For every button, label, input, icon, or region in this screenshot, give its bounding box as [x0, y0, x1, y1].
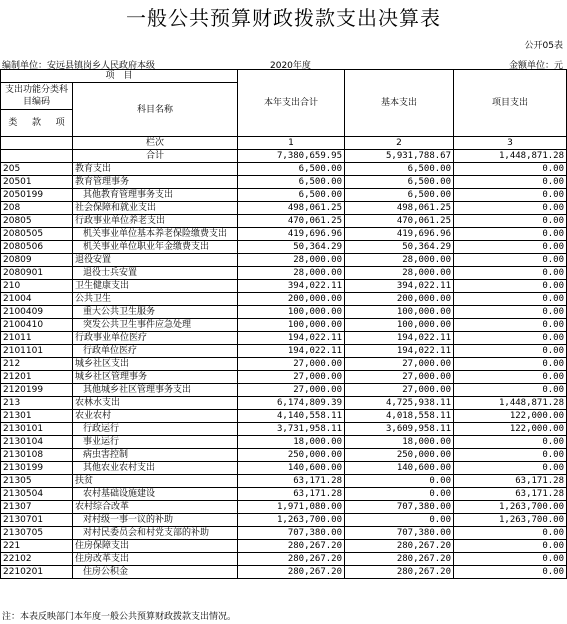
row-subject-name: 行政事业单位养老支出 [73, 215, 238, 228]
row-total: 250,000.00 [238, 449, 345, 462]
row-total: 498,061.25 [238, 202, 345, 215]
row-code: 22102 [1, 553, 73, 566]
row-project: 0.00 [454, 566, 567, 579]
row-basic: 707,380.00 [345, 527, 454, 540]
row-total: 6,500.00 [238, 176, 345, 189]
row-subject-name: 卫生健康支出 [73, 280, 238, 293]
row-project: 0.00 [454, 267, 567, 280]
table-row [1, 280, 567, 293]
row-total: 707,380.00 [238, 527, 345, 540]
table-row [1, 267, 567, 280]
row-subject-name: 农业农村 [73, 410, 238, 423]
row-code: 205 [1, 163, 73, 176]
total-row-project: 1,448,871.28 [454, 150, 567, 163]
row-basic: 280,267.20 [345, 540, 454, 553]
header-subject-name: 科目名称 [73, 83, 238, 137]
row-basic: 50,364.29 [345, 241, 454, 254]
row-code: 2050199 [1, 189, 73, 202]
row-subject-name: 突发公共卫生事件应急处理 [73, 319, 238, 332]
row-code: 21201 [1, 371, 73, 384]
header-item: 项 目 [1, 70, 238, 83]
row-basic: 18,000.00 [345, 436, 454, 449]
row-code: 2080506 [1, 241, 73, 254]
header-project: 项目支出 [454, 70, 567, 137]
row-basic: 194,022.11 [345, 345, 454, 358]
row-project: 122,000.00 [454, 410, 567, 423]
row-total: 280,267.20 [238, 553, 345, 566]
row-total: 194,022.11 [238, 345, 345, 358]
row-subject-name: 退役安置 [73, 254, 238, 267]
table-row [1, 254, 567, 267]
row-basic: 100,000.00 [345, 319, 454, 332]
row-code: 2130701 [1, 514, 73, 527]
row-code: 20805 [1, 215, 73, 228]
row-total: 1,263,700.00 [238, 514, 345, 527]
table-row [1, 163, 567, 176]
row-code: 2130199 [1, 462, 73, 475]
row-total: 6,174,809.39 [238, 397, 345, 410]
table-row [1, 527, 567, 540]
row-code: 21305 [1, 475, 73, 488]
table-row [1, 462, 567, 475]
row-basic: 140,600.00 [345, 462, 454, 475]
row-project: 0.00 [454, 163, 567, 176]
row-subject-name: 其他农业农村支出 [73, 462, 238, 475]
row-code: 2101101 [1, 345, 73, 358]
row-project: 0.00 [454, 280, 567, 293]
row-total: 394,022.11 [238, 280, 345, 293]
row-project: 0.00 [454, 254, 567, 267]
row-project: 1,263,700.00 [454, 514, 567, 527]
row-total: 28,000.00 [238, 254, 345, 267]
row-subject-name: 机关事业单位职业年金缴费支出 [73, 241, 238, 254]
row-code: 212 [1, 358, 73, 371]
row-subject-name: 其他教育管理事务支出 [73, 189, 238, 202]
table-row [1, 293, 567, 306]
row-subject-name: 行政事业单位医疗 [73, 332, 238, 345]
row-basic: 3,609,958.11 [345, 423, 454, 436]
table-row [1, 306, 567, 319]
row-code: 21301 [1, 410, 73, 423]
row-subject-name: 机关事业单位基本养老保险缴费支出 [73, 228, 238, 241]
row-project: 0.00 [454, 527, 567, 540]
row-code: 21011 [1, 332, 73, 345]
row-project: 63,171.28 [454, 475, 567, 488]
table-row [1, 384, 567, 397]
row-total: 18,000.00 [238, 436, 345, 449]
report-title: 一般公共预算财政拨款支出决算表 [126, 6, 441, 30]
form-code: 公开05表 [524, 41, 563, 51]
row-project: 0.00 [454, 202, 567, 215]
row-code: 2100409 [1, 306, 73, 319]
row-subject-name: 事业运行 [73, 436, 238, 449]
row-basic: 100,000.00 [345, 306, 454, 319]
row-subject-name: 公共卫生 [73, 293, 238, 306]
header-func-code: 支出功能分类科目编码 [1, 83, 73, 110]
row-basic: 0.00 [345, 488, 454, 501]
row-total: 1,971,080.00 [238, 501, 345, 514]
row-total: 280,267.20 [238, 566, 345, 579]
row-total: 200,000.00 [238, 293, 345, 306]
row-code: 208 [1, 202, 73, 215]
row-basic: 27,000.00 [345, 384, 454, 397]
table-row [1, 371, 567, 384]
header-lei-kuan-xiang [1, 110, 73, 137]
table-row [1, 202, 567, 215]
row-subject-name: 城乡社区管理事务 [73, 371, 238, 384]
row-subject-name: 退役士兵安置 [73, 267, 238, 280]
row-basic: 250,000.00 [345, 449, 454, 462]
row-subject-name: 重大公共卫生服务 [73, 306, 238, 319]
row-basic: 6,500.00 [345, 176, 454, 189]
row-subject-name: 其他城乡社区管理事务支出 [73, 384, 238, 397]
table-row [1, 501, 567, 514]
table-row [1, 475, 567, 488]
row-subject-name: 扶贫 [73, 475, 238, 488]
row-project: 63,171.28 [454, 488, 567, 501]
row-project: 0.00 [454, 553, 567, 566]
row-basic: 0.00 [345, 514, 454, 527]
row-basic: 394,022.11 [345, 280, 454, 293]
row-total: 100,000.00 [238, 319, 345, 332]
row-total: 28,000.00 [238, 267, 345, 280]
table-row [1, 345, 567, 358]
table-row [1, 540, 567, 553]
row-project: 0.00 [454, 189, 567, 202]
table-row [1, 228, 567, 241]
row-subject-name: 对村级一事一议的补助 [73, 514, 238, 527]
row-subject-name: 教育管理事务 [73, 176, 238, 189]
row-project: 1,448,871.28 [454, 397, 567, 410]
total-row-basic: 5,931,788.67 [345, 150, 454, 163]
header-col-3: 3 [454, 137, 567, 150]
row-code: 2130108 [1, 449, 73, 462]
row-subject-name: 对村民委员会和村党支部的补助 [73, 527, 238, 540]
row-total: 50,364.29 [238, 241, 345, 254]
row-code: 221 [1, 540, 73, 553]
row-subject-name: 农村基础设施建设 [73, 488, 238, 501]
row-code: 2130705 [1, 527, 73, 540]
table-row [1, 332, 567, 345]
row-basic: 470,061.25 [345, 215, 454, 228]
row-project: 0.00 [454, 384, 567, 397]
row-project: 0.00 [454, 358, 567, 371]
row-basic: 707,380.00 [345, 501, 454, 514]
report-year: 2020年度 [270, 61, 311, 71]
row-total: 470,061.25 [238, 215, 345, 228]
row-subject-name: 行政运行 [73, 423, 238, 436]
row-total: 6,500.00 [238, 189, 345, 202]
row-total: 3,731,958.11 [238, 423, 345, 436]
row-code: 2100410 [1, 319, 73, 332]
row-subject-name: 住房公积金 [73, 566, 238, 579]
header-lanci: 栏次 [73, 137, 238, 150]
total-row-blank [1, 150, 73, 163]
row-project: 0.00 [454, 293, 567, 306]
row-code: 20501 [1, 176, 73, 189]
row-code: 2130101 [1, 423, 73, 436]
row-total: 100,000.00 [238, 306, 345, 319]
table-row [1, 189, 567, 202]
row-subject-name: 住房改革支出 [73, 553, 238, 566]
row-code: 2120199 [1, 384, 73, 397]
header-kuan: 款 [31, 118, 41, 128]
row-project: 0.00 [454, 540, 567, 553]
row-subject-name: 农村综合改革 [73, 501, 238, 514]
table-body [1, 163, 567, 579]
row-subject-name: 农林水支出 [73, 397, 238, 410]
row-subject-name: 住房保障支出 [73, 540, 238, 553]
table-row [1, 423, 567, 436]
row-basic: 280,267.20 [345, 566, 454, 579]
table-row [1, 410, 567, 423]
row-code: 2130504 [1, 488, 73, 501]
row-code: 2210201 [1, 566, 73, 579]
row-subject-name: 病虫害控制 [73, 449, 238, 462]
row-basic: 6,500.00 [345, 189, 454, 202]
table-row [1, 215, 567, 228]
row-basic: 498,061.25 [345, 202, 454, 215]
header-col-2: 2 [345, 137, 454, 150]
currency-unit: 金额单位：元 [508, 61, 563, 71]
row-total: 6,500.00 [238, 163, 345, 176]
expenditure-table [0, 69, 567, 579]
row-project: 122,000.00 [454, 423, 567, 436]
header-lei: 类 [8, 118, 18, 128]
row-project: 0.00 [454, 228, 567, 241]
row-code: 2130104 [1, 436, 73, 449]
table-row [1, 514, 567, 527]
row-code: 210 [1, 280, 73, 293]
row-basic: 4,018,558.11 [345, 410, 454, 423]
row-project: 1,263,700.00 [454, 501, 567, 514]
total-row-total: 7,380,659.95 [238, 150, 345, 163]
header-basic: 基本支出 [345, 70, 454, 137]
row-total: 4,140,558.11 [238, 410, 345, 423]
row-total: 419,696.96 [238, 228, 345, 241]
row-basic: 27,000.00 [345, 358, 454, 371]
row-code: 21307 [1, 501, 73, 514]
row-project: 0.00 [454, 215, 567, 228]
row-project: 0.00 [454, 319, 567, 332]
table-row [1, 566, 567, 579]
row-total: 194,022.11 [238, 332, 345, 345]
header-total: 本年支出合计 [238, 70, 345, 137]
row-project: 0.00 [454, 345, 567, 358]
row-basic: 280,267.20 [345, 553, 454, 566]
row-basic: 419,696.96 [345, 228, 454, 241]
row-code: 20809 [1, 254, 73, 267]
row-project: 0.00 [454, 436, 567, 449]
row-code: 213 [1, 397, 73, 410]
row-project: 0.00 [454, 462, 567, 475]
header-col-1: 1 [238, 137, 345, 150]
row-total: 140,600.00 [238, 462, 345, 475]
row-subject-name: 教育支出 [73, 163, 238, 176]
row-total: 27,000.00 [238, 358, 345, 371]
table-row [1, 241, 567, 254]
row-total: 63,171.28 [238, 488, 345, 501]
table-row [1, 397, 567, 410]
row-project: 0.00 [454, 176, 567, 189]
table-row [1, 449, 567, 462]
row-basic: 194,022.11 [345, 332, 454, 345]
compiling-unit: 编制单位：安远县镇岗乡人民政府本级 [2, 61, 156, 71]
row-project: 0.00 [454, 332, 567, 345]
table-row [1, 319, 567, 332]
header-xiang: 项 [55, 118, 65, 128]
table-row [1, 488, 567, 501]
row-basic: 27,000.00 [345, 371, 454, 384]
row-project: 0.00 [454, 449, 567, 462]
header-blank [1, 137, 73, 150]
total-row-label: 合计 [73, 150, 238, 163]
row-basic: 4,725,938.11 [345, 397, 454, 410]
table-row [1, 436, 567, 449]
row-project: 0.00 [454, 306, 567, 319]
row-basic: 0.00 [345, 475, 454, 488]
row-code: 2080505 [1, 228, 73, 241]
row-subject-name: 城乡社区支出 [73, 358, 238, 371]
table-header [1, 70, 567, 163]
row-total: 27,000.00 [238, 384, 345, 397]
row-total: 27,000.00 [238, 371, 345, 384]
row-basic: 200,000.00 [345, 293, 454, 306]
row-subject-name: 社会保障和就业支出 [73, 202, 238, 215]
row-basic: 28,000.00 [345, 267, 454, 280]
table-row [1, 553, 567, 566]
row-code: 21004 [1, 293, 73, 306]
row-basic: 6,500.00 [345, 163, 454, 176]
table-row [1, 176, 567, 189]
row-project: 0.00 [454, 371, 567, 384]
row-project: 0.00 [454, 241, 567, 254]
footnote: 注：本表反映部门本年度一般公共预算财政拨款支出情况。 [2, 612, 237, 622]
row-total: 63,171.28 [238, 475, 345, 488]
table-row [1, 358, 567, 371]
row-code: 2080901 [1, 267, 73, 280]
row-basic: 28,000.00 [345, 254, 454, 267]
row-total: 280,267.20 [238, 540, 345, 553]
row-subject-name: 行政单位医疗 [73, 345, 238, 358]
